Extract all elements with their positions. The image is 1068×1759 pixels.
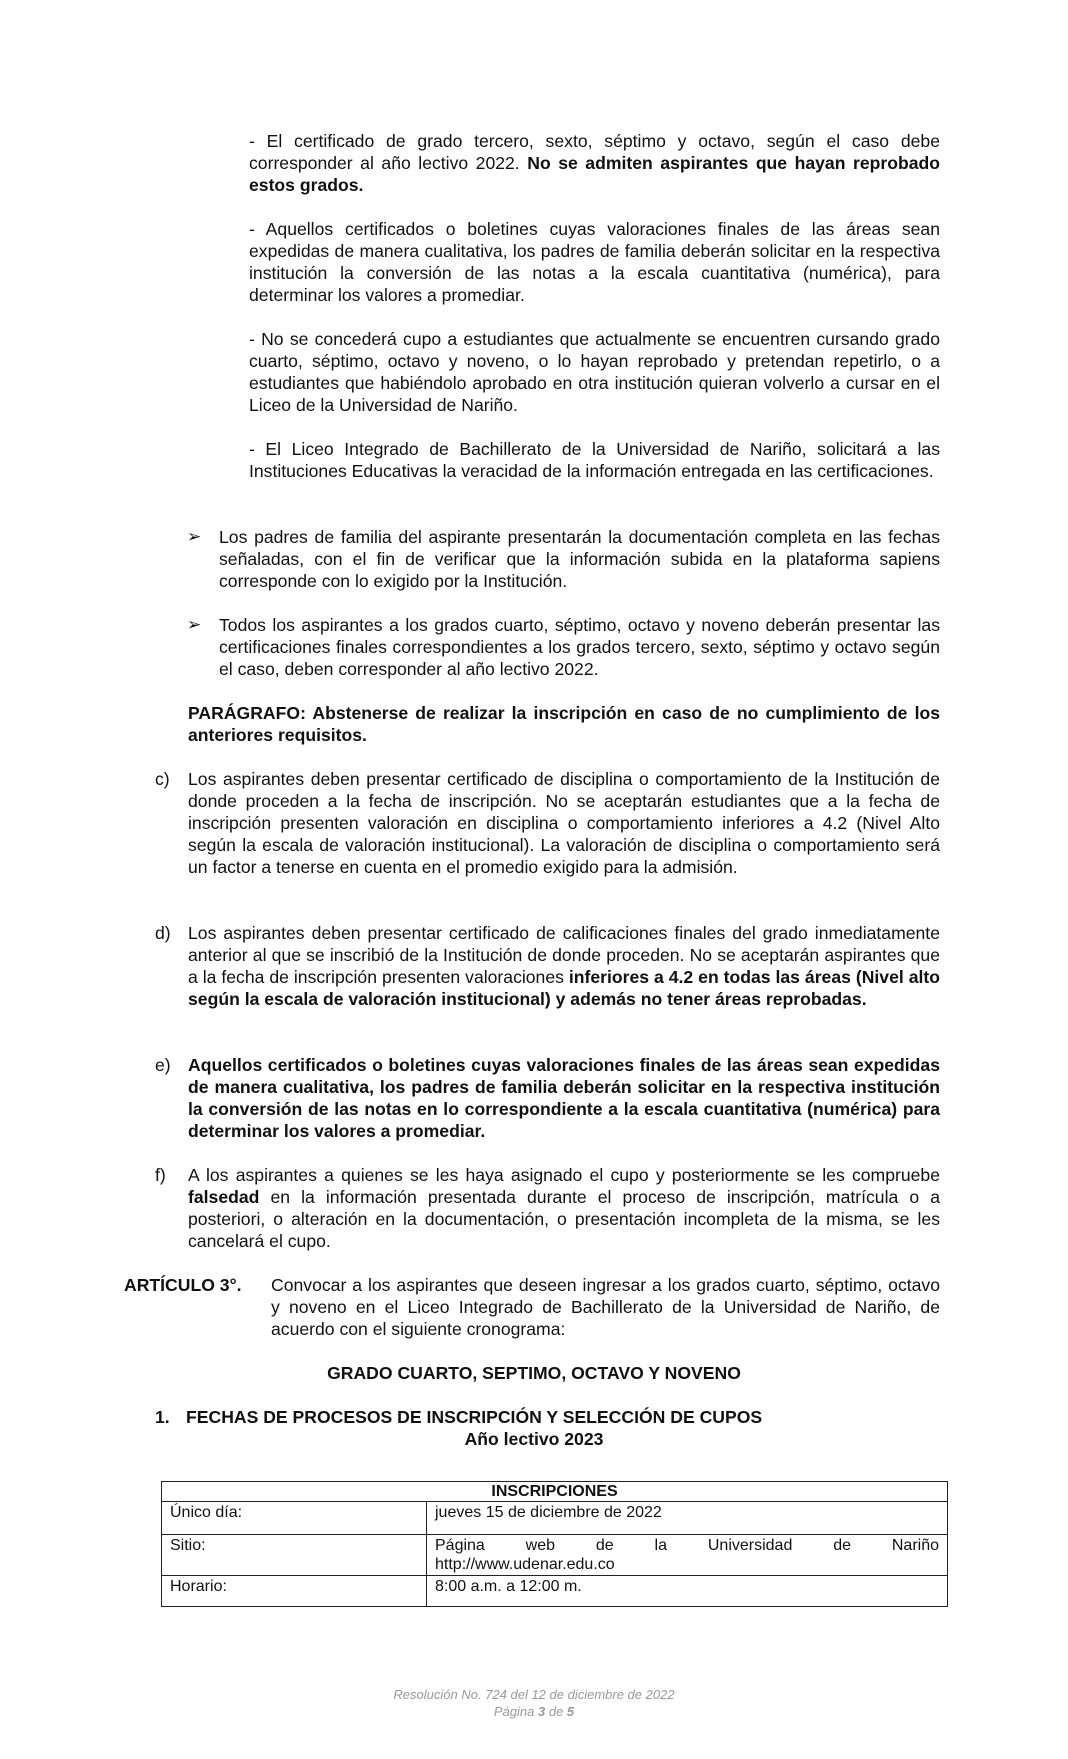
page-current: 3: [537, 1704, 546, 1719]
arrow-bullet-icon: ➢: [187, 527, 202, 546]
article-text: Convocar a los aspirantes que deseen ingresar a los grados cuarto, séptimo, octavo y noveno en el Liceo Integrado de Bachillerato de la Universidad de Nariño, de acuerdo con el siguiente cronograma:: [271, 1275, 940, 1339]
requirement-certificate-year: [249, 130, 940, 196]
list-item-d: [188, 922, 940, 1010]
of-word: de: [548, 1704, 564, 1719]
list-label-d: d): [155, 923, 171, 943]
bold-text: inferiores a 4.2 en todas las áreas (Nivel alto según la escala de valoración institucional) y además no tener áreas reprobadas.: [188, 967, 940, 1009]
footer-resolution: Resolución No. 724 del 12 de diciembre de 2022: [393, 1687, 675, 1702]
table-row: [162, 1576, 948, 1607]
table-row: [162, 1502, 948, 1535]
row-value: 8:00 a.m. a 12:00 m.: [427, 1576, 948, 1607]
arrow-bullet-icon: ➢: [187, 615, 202, 634]
list-item-e: Aquellos certificados o boletines cuyas valoraciones finales de las áreas sean expedidas de manera cualitativa, los padres de familia deberán solicitar en la respectiva institución la conversión de las notas en lo correspondiente a la escala cuantitativa (numérica) para determinar los valores a promediar.: [188, 1055, 940, 1141]
table-header-row: [162, 1482, 948, 1502]
section-number: 1.: [155, 1407, 170, 1427]
page-total: 5: [566, 1704, 575, 1719]
grades-heading: GRADO CUARTO, SEPTIMO, OCTAVO Y NOVENO: [327, 1363, 741, 1383]
section-title: FECHAS DE PROCESOS DE INSCRIPCIÓN Y SELECCIÓN DE CUPOS: [186, 1407, 763, 1427]
row-label: Único día:: [162, 1502, 427, 1535]
row-label: Sitio:: [162, 1535, 427, 1576]
bullet-certifications: Todos los aspirantes a los grados cuarto, séptimo, octavo y noveno deberán presentar las certificaciones finales correspondientes a los grados tercero, sexto, séptimo y octavo según el caso, deben corresponder al año lectivo 2022.: [219, 615, 940, 679]
table-row: [162, 1535, 948, 1576]
bold-text: No se admiten aspirantes que hayan reprobado estos grados.: [249, 153, 940, 195]
text: en la información presentada durante el proceso de inscripción, matrícula o a posteriori, o alteración en la documentación, o presentación incompleta de la misma, se les cancelará el cupo.: [188, 1187, 940, 1251]
row-value: [427, 1535, 948, 1576]
text: Los aspirantes deben presentar certificado de calificaciones finales del grado inmediatamente anterior al que se inscribió de la Institución de donde proceden. No se aceptarán aspirantes que a la fecha de inscripción presenten valoraciones: [188, 923, 940, 987]
website-link[interactable]: http://www.udenar.edu.co: [435, 1556, 615, 1573]
row-value: jueves 15 de diciembre de 2022: [427, 1502, 948, 1535]
requirement-no-repeat: - No se concederá cupo a estudiantes que actualmente se encuentren cursando grado cuarto, séptimo, octavo y noveno, o lo hayan reprobado y pretendan repetirlo, o a estudiantes que habiéndolo aprobado en otra institución quieran volverlo a cursar en el Liceo de la Universidad de Nariño.: [249, 329, 940, 415]
inscriptions-table: [161, 1481, 948, 1607]
footer-page-number: [0, 1703, 1068, 1720]
list-item-f: [188, 1164, 940, 1252]
list-label-f: f): [155, 1165, 166, 1185]
paragrafo-note: PARÁGRAFO: Abstenerse de realizar la inscripción en caso de no cumplimiento de los anteriores requisitos.: [188, 703, 940, 745]
requirement-qualitative-conversion: - Aquellos certificados o boletines cuyas valoraciones finales de las áreas sean expedidas de manera cualitativa, los padres de familia deberán solicitar en la respectiva institución la conversión de las notas a la escala cuantitativa (numérica), para determinar los valores a promediar.: [249, 219, 940, 305]
bold-text: falsedad: [188, 1187, 260, 1207]
list-label-e: e): [155, 1055, 171, 1075]
page-word: Página: [493, 1704, 535, 1719]
list-label-c: c): [155, 769, 170, 789]
list-item-c: Los aspirantes deben presentar certificado de disciplina o comportamiento de la Institución de donde proceden a la fecha de inscripción. No se aceptarán estudiantes que a la fecha de inscripción presenten valoración en disciplina o comportamiento inferiores a 4.2 (Nivel Alto según la escala de valoración institucional). La valoración de disciplina o comportamiento será un factor a tenerse en cuenta en el promedio exigido para la admisión.: [188, 769, 940, 877]
text: A los aspirantes a quienes se les haya asignado el cupo y posteriormente se les compruebe: [188, 1165, 940, 1185]
table-header: INSCRIPCIONES: [162, 1482, 948, 1502]
section-subtitle: Año lectivo 2023: [464, 1429, 604, 1449]
row-value-line: Página web de la Universidad de Nariño: [435, 1537, 939, 1554]
requirement-verification: - El Liceo Integrado de Bachillerato de la Universidad de Nariño, solicitará a las Instituciones Educativas la veracidad de la información entregada en las certificaciones.: [249, 439, 940, 481]
text: - El certificado de grado tercero, sexto, séptimo y octavo, según el caso debe corresponder al año lectivo 2022.: [249, 131, 940, 173]
bullet-documentation: Los padres de familia del aspirante presentarán la documentación completa en las fechas señaladas, con el fin de verificar que la información subida en la plataforma sapiens corresponde con lo exigido por la Institución.: [219, 527, 940, 591]
row-label: Horario:: [162, 1576, 427, 1607]
article-label: ARTÍCULO 3°.: [124, 1275, 242, 1295]
